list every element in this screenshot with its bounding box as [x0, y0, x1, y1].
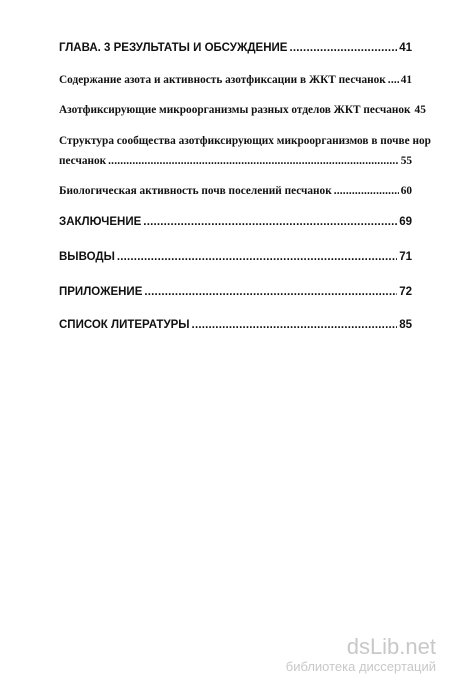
toc-entry-title: ГЛАВА. 3 РЕЗУЛЬТАТЫ И ОБСУЖДЕНИЕ — [59, 42, 288, 54]
toc-entry-page: 45 — [414, 104, 426, 116]
toc-entry-page: 41 — [399, 42, 412, 54]
toc-entry-title: Биологическая активность почв поселений песчанок — [59, 185, 332, 197]
toc-entry-page: 60 — [400, 185, 412, 197]
toc-entry-community-structure-line1: Структура сообщества азотфиксирующих микроорганизмов в почве нор — [59, 135, 431, 147]
toc-entry-biological-activity — [59, 185, 412, 197]
toc-entry-page: 55 — [400, 155, 412, 167]
toc-entry-microorganisms — [59, 104, 426, 116]
toc-leader-dots — [192, 319, 398, 331]
toc-entry-page: 69 — [399, 216, 412, 228]
toc-entry-title: песчанок — [59, 155, 107, 167]
toc-entry-community-structure — [59, 155, 412, 167]
watermark-logo: dsLib.net — [346, 634, 436, 659]
watermark-subtitle: библиотека диссертаций — [285, 659, 436, 674]
watermark — [286, 635, 436, 674]
toc-entry-title: СПИСОК ЛИТЕРАТУРЫ — [59, 319, 190, 331]
toc-leader-dots — [388, 74, 399, 86]
toc-entry-title: Содержание азота и активность азотфиксации в ЖКТ песчанок — [59, 74, 386, 86]
toc-entry-page: 41 — [400, 74, 412, 86]
toc-entry-references — [59, 319, 412, 331]
toc-leader-dots — [144, 286, 397, 298]
toc-entry-nitrogen-content — [59, 74, 412, 86]
toc-leader-dots — [334, 185, 399, 197]
toc-entry-page: 72 — [399, 286, 412, 298]
toc-entry-chapter-3 — [59, 42, 412, 54]
toc-entry-appendix — [59, 286, 412, 298]
toc-entry-title: ЗАКЛЮЧЕНИЕ — [59, 216, 142, 228]
toc-entry-findings — [59, 251, 412, 263]
toc-entry-title: Азотфиксирующие микроорганизмы разных отделов ЖКТ песчанок — [59, 104, 411, 116]
toc-leader-dots — [143, 216, 397, 228]
toc-entry-conclusion — [59, 216, 412, 228]
toc-entry-page: 85 — [399, 319, 412, 331]
toc-entry-title: ВЫВОДЫ — [59, 251, 115, 263]
toc-entry-page: 71 — [399, 251, 412, 263]
toc-entry-title: ПРИЛОЖЕНИЕ — [59, 286, 143, 298]
toc-leader-dots — [108, 155, 399, 167]
toc-leader-dots — [289, 42, 397, 54]
toc-leader-dots — [117, 251, 397, 263]
